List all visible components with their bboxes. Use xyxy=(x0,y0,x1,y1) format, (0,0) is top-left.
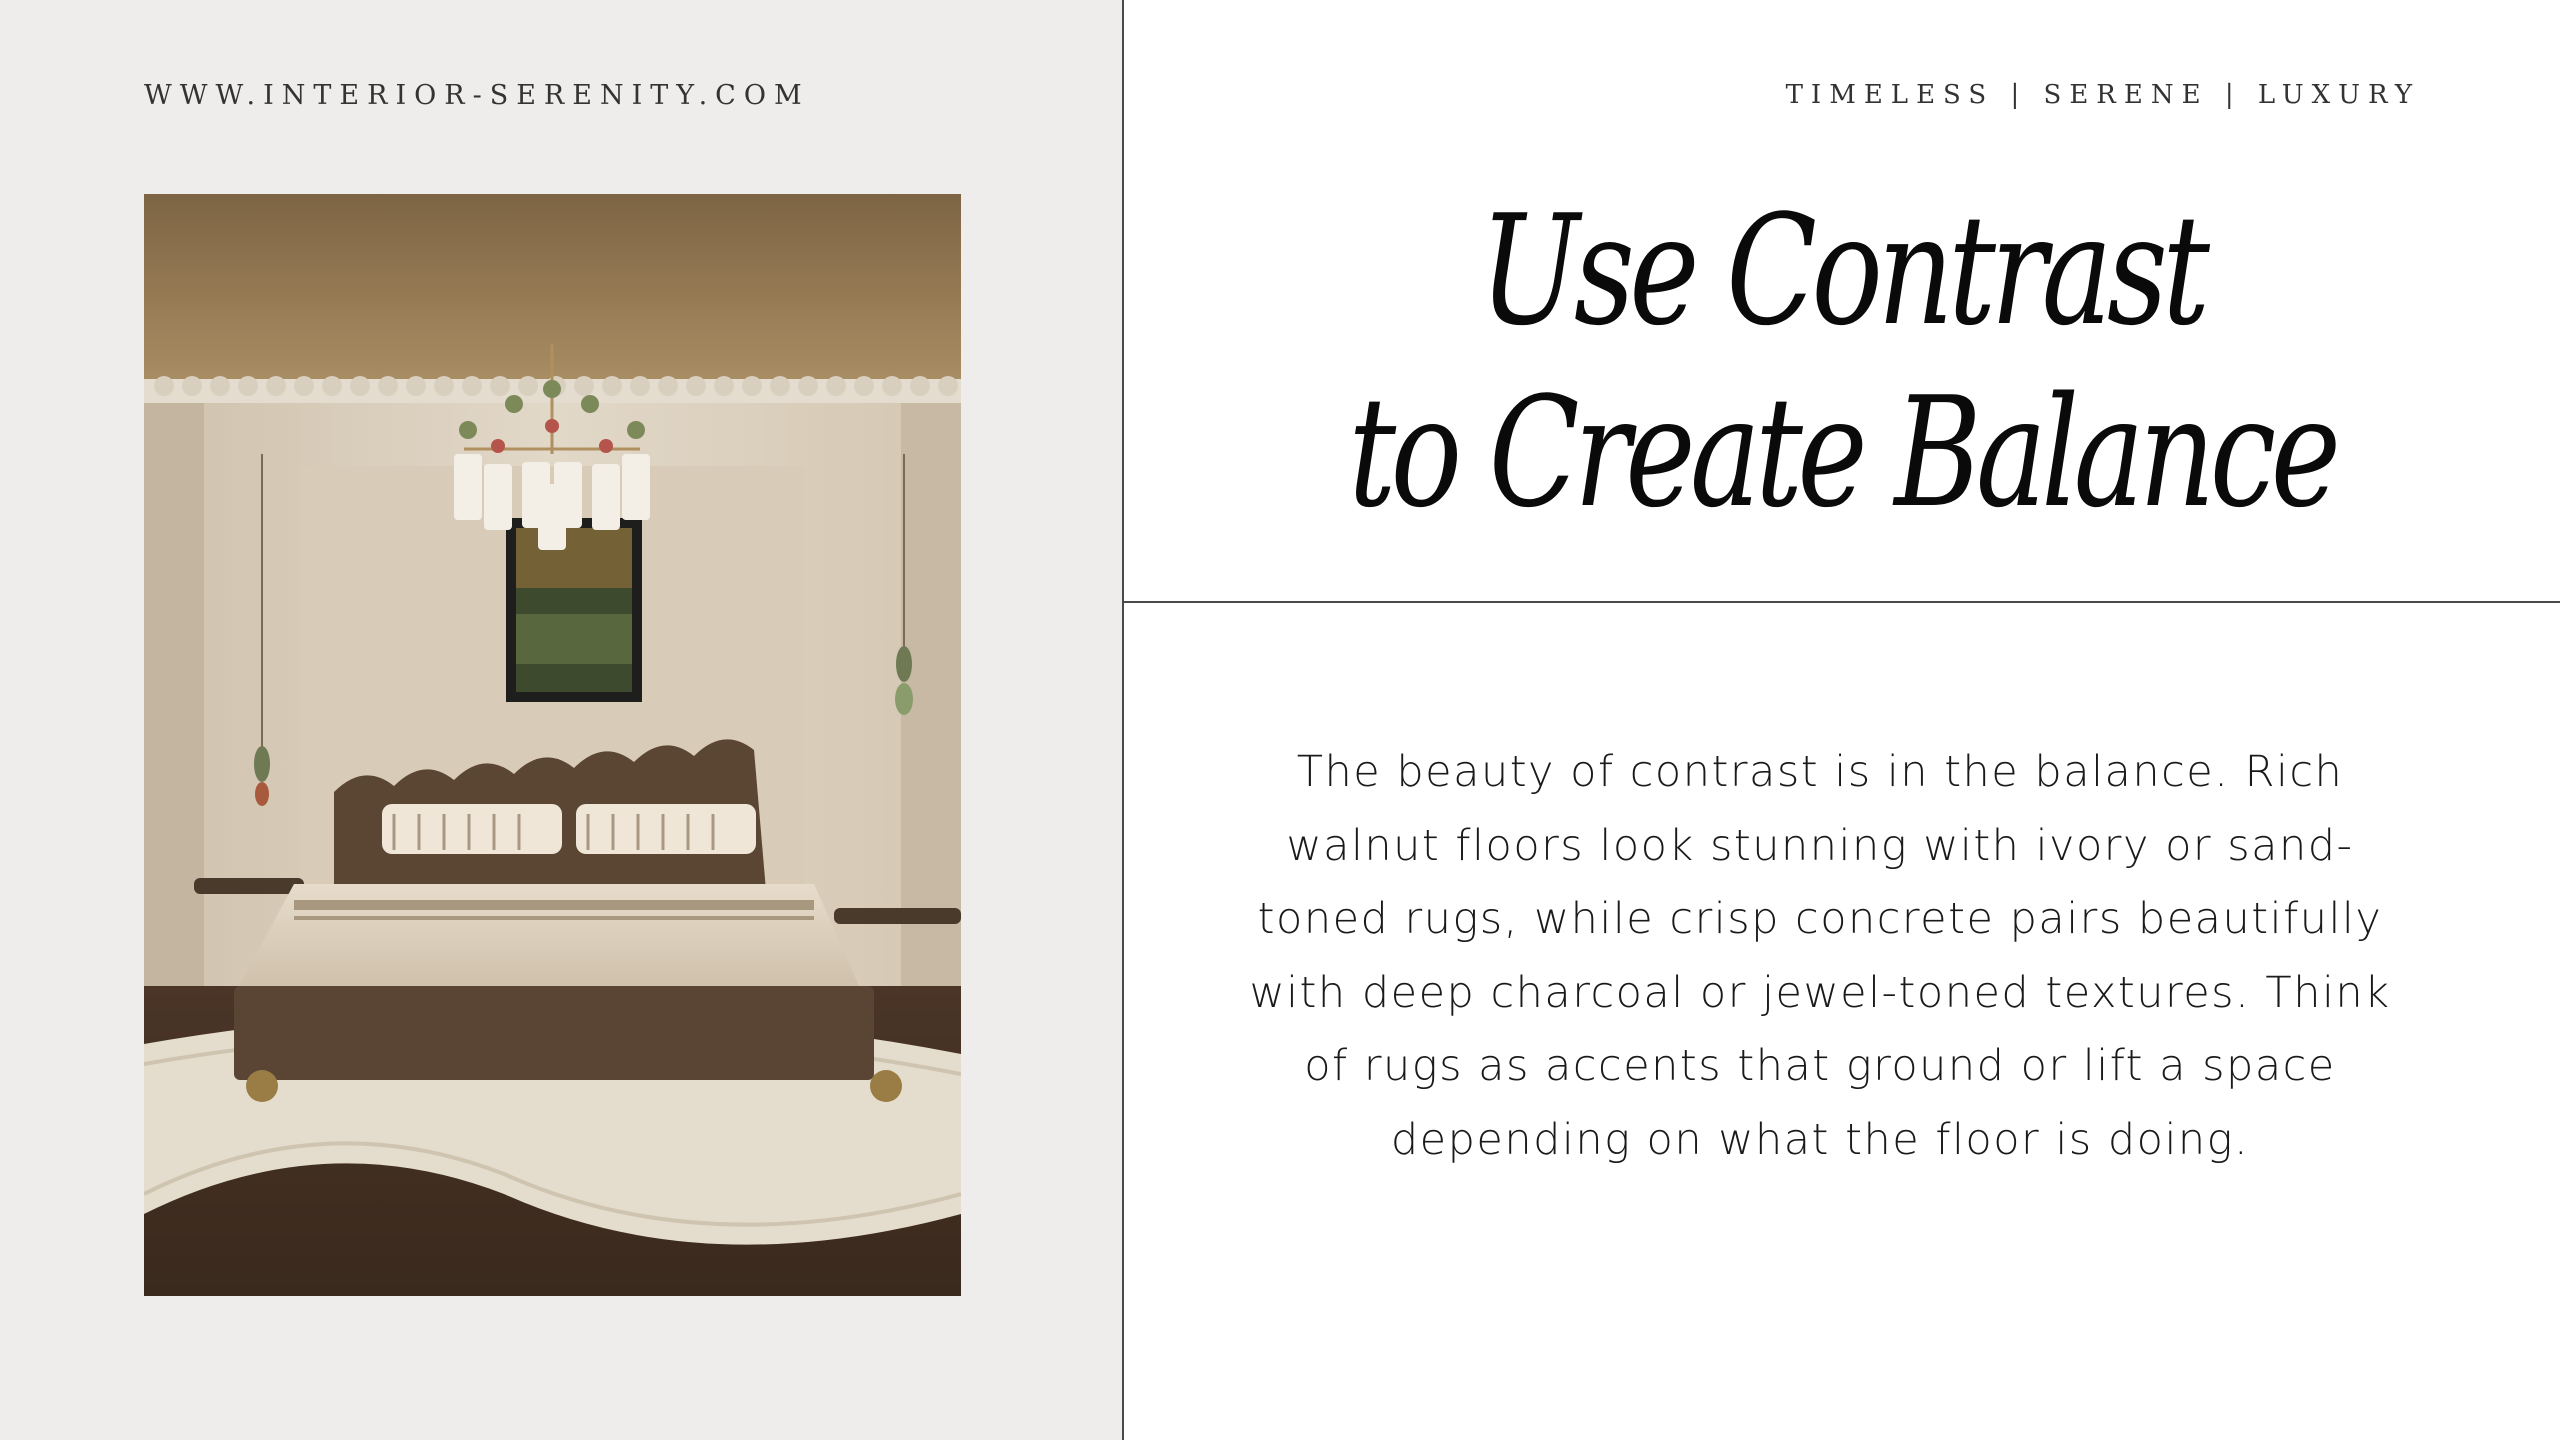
body-paragraph: The beauty of contrast is in the balance. Rich walnut floors look stunning with ivory or sand-toned rugs, while crisp concrete pairs beautifully with deep charcoal or jewel-toned textures. Think of rugs as accents that ground or lift a space depending on what the floor is doing. xyxy=(1249,747,2391,1165)
title-line-2: to Create Balance xyxy=(1348,364,2336,541)
title-line-1: Use Contrast xyxy=(1479,182,2205,359)
horizontal-divider xyxy=(1124,601,2560,603)
tagline: TIMELESS | SERENE | LUXURY xyxy=(1785,80,2420,110)
page-title xyxy=(1124,180,2560,544)
bedroom-photo xyxy=(144,194,961,1296)
site-url[interactable]: WWW.INTERIOR-SERENITY.COM xyxy=(144,80,810,111)
